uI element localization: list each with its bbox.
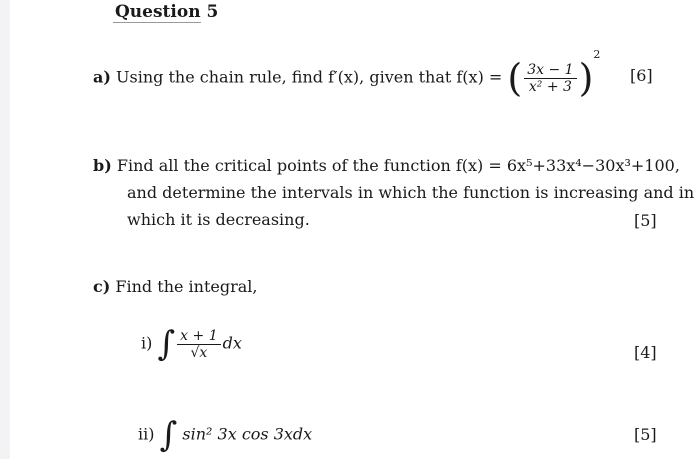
part-c-i-dx: dx (222, 333, 242, 353)
part-c-i-fraction (177, 328, 220, 361)
title-underline (113, 22, 201, 23)
integral-sign: ∫ (157, 324, 176, 364)
part-c-label: c) (93, 277, 111, 296)
part-a-exponent: 2 (593, 48, 601, 62)
part-c-i (141, 324, 242, 364)
part-b-line1 (93, 153, 680, 179)
part-c-ii-expr: sin² 3x cos 3xdx (182, 424, 313, 444)
part-a-marks: [6] (630, 66, 653, 85)
part-c-ii (138, 415, 313, 455)
part-b-line3: which it is decreasing. (127, 210, 310, 229)
part-a-frac-den: x² + 3 (528, 78, 572, 95)
part-c-i-frac-num: x + 1 (177, 328, 220, 345)
part-c-i-frac-den (187, 345, 210, 361)
part-c (93, 274, 258, 300)
part-a-text: Using the chain rule, find f′(x), given that f(x) = (116, 67, 503, 87)
right-paren: ) (578, 56, 594, 100)
sqrt-radicand: x (199, 344, 208, 361)
part-b-marks: [5] (634, 211, 657, 230)
question-title: Question 5 (115, 2, 219, 22)
page-margin (0, 0, 10, 459)
part-a-label: a) (93, 67, 111, 87)
part-c-ii-label: ii) (138, 424, 155, 444)
part-c-i-marks: [4] (634, 343, 657, 362)
part-a-fraction (524, 62, 576, 95)
part-a (93, 48, 601, 100)
sqrt-symbol: √ (190, 344, 200, 361)
integral-sign: ∫ (159, 415, 178, 455)
left-paren: ( (507, 56, 523, 100)
part-a-frac-num: 3x − 1 (524, 62, 576, 79)
part-c-i-label: i) (141, 333, 153, 353)
part-c-text: Find the integral, (115, 277, 258, 296)
part-c-ii-marks: [5] (634, 425, 657, 444)
part-b-text-1: Find all the critical points of the function f(x) = 6x⁵+33x⁴−30x³+100, (116, 156, 680, 175)
part-b-label: b) (93, 156, 112, 175)
part-b-line2: and determine the intervals in which the function is increasing and in (127, 183, 695, 202)
